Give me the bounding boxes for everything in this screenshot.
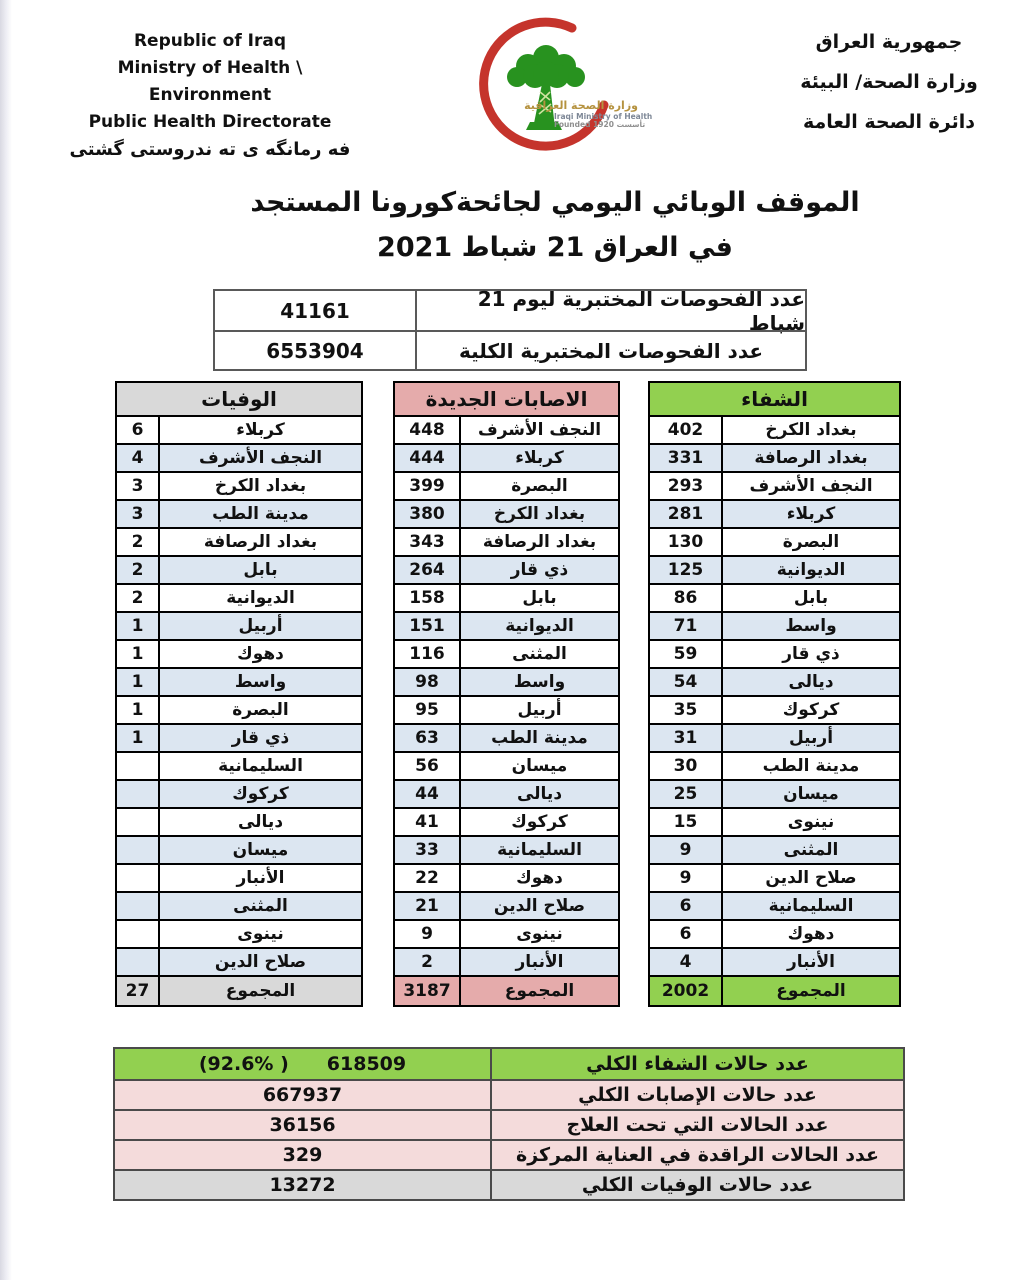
table-row	[395, 863, 618, 891]
recovery-count: 331	[650, 445, 723, 471]
death-count	[117, 781, 160, 807]
region-label: السليمانية	[218, 756, 303, 776]
death-count: 2	[117, 585, 160, 611]
summary-row	[115, 1049, 903, 1079]
region-label: نينوى	[237, 924, 284, 944]
region-label: صلاح الدين	[765, 868, 857, 888]
region-label: البصرة	[511, 476, 568, 496]
infection-count: 56	[395, 753, 461, 779]
recovery-count: 15	[650, 809, 723, 835]
region-label: ميسان	[232, 840, 289, 860]
region-label: بغداد الكرخ	[493, 504, 586, 524]
recovery-count: 9	[650, 865, 723, 891]
region-label: المثنى	[512, 644, 567, 664]
death-count: 4	[117, 445, 160, 471]
summary-row	[115, 1079, 903, 1109]
summary-row	[115, 1139, 903, 1169]
header-english	[55, 28, 365, 163]
region-label: أربيل	[788, 728, 834, 748]
header-arabic-line3: دائرة الصحة العامة	[802, 111, 976, 133]
table-row	[650, 751, 899, 779]
table-row	[395, 611, 618, 639]
new-infections-table	[393, 381, 620, 1007]
table-row	[395, 807, 618, 835]
region-label: بابل	[522, 588, 557, 608]
region-label: كركوك	[511, 812, 568, 832]
region-label: النجف الأشرف	[749, 476, 873, 496]
region-label: كربلاء	[515, 448, 564, 468]
table-row	[395, 919, 618, 947]
lab-tests-row	[215, 330, 805, 369]
table-row	[395, 471, 618, 499]
table-row	[395, 499, 618, 527]
region-label: صلاح الدين	[214, 952, 307, 972]
table-row	[650, 695, 899, 723]
summary-value: 667937	[262, 1084, 343, 1106]
region-label: نينوى	[787, 812, 835, 832]
death-count: 1	[117, 725, 160, 751]
lab-tests-table	[213, 286, 807, 371]
infection-count: 116	[395, 641, 461, 667]
recovery-count: 130	[650, 529, 723, 555]
header-kurdish-line: فه رمانگه ی ته ندروستی گشتی	[69, 139, 351, 160]
recoveries-table-header: الشفاء	[650, 383, 899, 415]
recovery-count: 281	[650, 501, 723, 527]
region-label: كركوك	[232, 784, 289, 804]
region-label: كربلاء	[786, 504, 836, 524]
summary-value-cell	[115, 1111, 492, 1139]
table-row	[650, 667, 899, 695]
region-label: بابل	[793, 588, 829, 608]
logo-arabic-name: وزارة الصحة العراقية	[524, 99, 638, 112]
summary-value: 618509	[326, 1053, 407, 1075]
table-row	[117, 751, 361, 779]
table-row	[117, 863, 361, 891]
recoveries-table	[648, 381, 901, 1007]
death-count	[117, 809, 160, 835]
table-row	[117, 779, 361, 807]
table-row	[117, 527, 361, 555]
table-row	[117, 471, 361, 499]
lab-tests-row	[215, 286, 805, 335]
crescent-palm-icon	[462, 8, 653, 158]
recovery-count: 25	[650, 781, 723, 807]
recovery-count: 402	[650, 417, 723, 443]
lab-tests-value: 41161	[215, 291, 417, 330]
table-row	[650, 919, 899, 947]
summary-label: عدد حالات الإصابات الكلي	[578, 1084, 817, 1106]
deaths-table-rows	[117, 415, 361, 975]
region-label: مدينة الطب	[762, 756, 860, 776]
infections-total-value: 3187	[395, 977, 461, 1005]
table-row	[395, 555, 618, 583]
recovery-count: 31	[650, 725, 723, 751]
table-row	[395, 415, 618, 443]
infection-count: 21	[395, 893, 461, 919]
recovery-count: 71	[650, 613, 723, 639]
table-row	[395, 891, 618, 919]
deaths-total-row	[117, 975, 361, 1005]
table-row	[117, 667, 361, 695]
table-row	[650, 723, 899, 751]
table-row	[650, 639, 899, 667]
death-count	[117, 753, 160, 779]
table-row	[117, 695, 361, 723]
infection-count: 399	[395, 473, 461, 499]
summary-label: عدد الحالات التي تحت العلاج	[566, 1114, 829, 1136]
death-count: 3	[117, 501, 160, 527]
region-label: كركوك	[782, 700, 840, 720]
deaths-table-header: الوفيات	[117, 383, 361, 415]
table-row	[650, 611, 899, 639]
table-row	[117, 807, 361, 835]
new-infections-table-rows	[395, 415, 618, 975]
table-row	[117, 835, 361, 863]
summary-row	[115, 1109, 903, 1139]
infection-count: 33	[395, 837, 461, 863]
table-row	[395, 443, 618, 471]
death-count	[117, 921, 160, 947]
region-label: السليمانية	[497, 840, 582, 860]
death-count	[117, 837, 160, 863]
death-count	[117, 949, 160, 975]
table-row	[117, 919, 361, 947]
recoveries-table-rows	[650, 415, 899, 975]
recovery-count: 54	[650, 669, 723, 695]
lab-tests-label: عدد الفحوصات المختبرية ليوم 21 شباط	[477, 286, 805, 335]
region-label: النجف الأشرف	[477, 420, 602, 440]
infection-count: 448	[395, 417, 461, 443]
summary-row	[115, 1169, 903, 1199]
table-row	[650, 583, 899, 611]
report-title-line2: في العراق 21 شباط 2021	[377, 232, 733, 263]
region-label: البصرة	[232, 700, 289, 720]
table-row	[395, 667, 618, 695]
table-row	[650, 443, 899, 471]
region-label: أربيل	[517, 700, 562, 720]
infection-count: 343	[395, 529, 461, 555]
region-label: المثنى	[233, 896, 288, 916]
table-row	[117, 891, 361, 919]
recovery-count: 125	[650, 557, 723, 583]
region-label: أربيل	[238, 616, 283, 636]
table-row	[117, 555, 361, 583]
table-row	[395, 947, 618, 975]
region-label: ميسان	[783, 784, 839, 804]
region-label: بغداد الرصافة	[203, 532, 318, 552]
recovery-count: 59	[650, 641, 723, 667]
recovery-count: 6	[650, 921, 723, 947]
recovery-count: 6	[650, 893, 723, 919]
table-row	[650, 807, 899, 835]
table-row	[117, 415, 361, 443]
table-row	[117, 499, 361, 527]
death-count: 1	[117, 669, 160, 695]
region-label: ذي قار	[510, 560, 569, 580]
region-label: الديوانية	[505, 616, 574, 636]
death-count: 1	[117, 697, 160, 723]
region-label: صلاح الدين	[493, 896, 586, 916]
recoveries-total-value: 2002	[650, 977, 723, 1005]
infection-count: 2	[395, 949, 461, 975]
death-count	[117, 865, 160, 891]
death-count: 3	[117, 473, 160, 499]
report-title-line1: الموقف الوبائي اليومي لجائحةكورونا المستجد	[250, 187, 860, 218]
recovery-count: 4	[650, 949, 723, 975]
table-row	[117, 723, 361, 751]
table-row	[117, 583, 361, 611]
table-row	[395, 723, 618, 751]
table-row	[395, 639, 618, 667]
infection-count: 380	[395, 501, 461, 527]
table-row	[650, 779, 899, 807]
table-row	[395, 835, 618, 863]
summary-label: عدد حالات الشفاء الكلي	[586, 1053, 809, 1075]
region-label: الأنبار	[515, 952, 564, 972]
ministry-logo	[462, 8, 653, 158]
region-label: الأنبار	[787, 952, 835, 972]
region-label: دهوك	[516, 868, 563, 888]
region-label: النجف الأشرف	[198, 448, 323, 468]
infection-count: 444	[395, 445, 461, 471]
lab-tests-label: عدد الفحوصات المختبرية الكلية	[458, 338, 764, 363]
region-label: مدينة الطب	[491, 728, 588, 748]
region-label: ديالى	[237, 812, 284, 832]
recovery-count: 86	[650, 585, 723, 611]
region-label: ذي قار	[782, 644, 840, 664]
table-row	[117, 639, 361, 667]
infection-count: 9	[395, 921, 461, 947]
region-label: بابل	[243, 560, 278, 580]
header-arabic-line2: وزارة الصحة/ البيئة	[800, 71, 978, 93]
recovery-count: 30	[650, 753, 723, 779]
infection-count: 63	[395, 725, 461, 751]
recoveries-total-row	[650, 975, 899, 1005]
infections-total-row	[395, 975, 618, 1005]
region-label: دهوك	[237, 644, 284, 664]
table-row	[395, 527, 618, 555]
region-label: كربلاء	[236, 420, 285, 440]
death-count: 1	[117, 613, 160, 639]
lab-tests-value: 6553904	[215, 332, 417, 369]
table-row	[650, 527, 899, 555]
table-row	[395, 779, 618, 807]
summary-value: 329	[282, 1144, 323, 1166]
death-count: 2	[117, 557, 160, 583]
summary-value-cell	[115, 1081, 492, 1109]
region-label: بغداد الرصافة	[482, 532, 597, 552]
region-label: البصرة	[782, 532, 840, 552]
summary-label: عدد الحالات الراقدة في العناية المركزة	[516, 1144, 879, 1166]
logo-text-block	[524, 99, 653, 130]
infection-count: 41	[395, 809, 461, 835]
header-arabic	[765, 22, 1012, 142]
deaths-table	[115, 381, 363, 1007]
logo-english-name: Iraqi Ministry of Health	[554, 111, 653, 121]
infection-count: 95	[395, 697, 461, 723]
region-label: ذي قار	[231, 728, 290, 748]
region-label: الديوانية	[776, 560, 846, 580]
header-english-line3: Public Health Directorate	[88, 112, 332, 132]
region-label: ديالى	[516, 784, 563, 804]
header-english-line2: Ministry of Health \ Environment	[117, 58, 303, 105]
table-row	[650, 863, 899, 891]
region-label: السليمانية	[768, 896, 854, 916]
region-label: الديوانية	[226, 588, 295, 608]
table-row	[650, 555, 899, 583]
region-label: واسط	[234, 672, 287, 692]
table-row	[650, 415, 899, 443]
region-label: بغداد الكرخ	[765, 420, 857, 440]
header-arabic-line1: جمهورية العراق	[815, 31, 963, 53]
infections-total-label: المجموع	[504, 981, 575, 1001]
death-count: 2	[117, 529, 160, 555]
summary-value-cell	[115, 1141, 492, 1169]
table-row	[650, 947, 899, 975]
region-label: المثنى	[783, 840, 839, 860]
infection-count: 264	[395, 557, 461, 583]
infection-count: 98	[395, 669, 461, 695]
summary-value-cell	[115, 1049, 492, 1079]
deaths-total-label: المجموع	[225, 981, 296, 1001]
new-infections-table-header: الاصابات الجديدة	[395, 383, 618, 415]
totals-summary-table	[113, 1047, 905, 1201]
infection-count: 158	[395, 585, 461, 611]
region-label: بغداد الكرخ	[214, 476, 307, 496]
infection-count: 151	[395, 613, 461, 639]
table-row	[650, 891, 899, 919]
table-row	[395, 583, 618, 611]
recovery-count: 293	[650, 473, 723, 499]
table-row	[650, 471, 899, 499]
infection-count: 22	[395, 865, 461, 891]
table-row	[117, 443, 361, 471]
region-label: الأنبار	[236, 868, 285, 888]
table-row	[117, 947, 361, 975]
table-row	[395, 751, 618, 779]
region-label: ميسان	[511, 756, 568, 776]
summary-value-cell	[115, 1171, 492, 1199]
logo-founded-line: Founded 1920 تأسست	[554, 120, 646, 130]
region-label: نينوى	[516, 924, 563, 944]
region-label: دهوك	[787, 924, 835, 944]
recovery-count: 35	[650, 697, 723, 723]
scan-edge	[0, 0, 12, 1280]
table-row	[117, 611, 361, 639]
summary-value: 13272	[269, 1174, 336, 1196]
summary-percent: (92.6% )	[198, 1053, 289, 1075]
region-label: ديالى	[788, 672, 834, 692]
recoveries-total-label: المجموع	[776, 981, 846, 1001]
region-label: مدينة الطب	[212, 504, 309, 524]
recovery-count: 9	[650, 837, 723, 863]
death-count: 1	[117, 641, 160, 667]
table-row	[395, 695, 618, 723]
infection-count: 44	[395, 781, 461, 807]
region-label: بغداد الرصافة	[754, 448, 868, 468]
death-count: 6	[117, 417, 160, 443]
header-english-line1: Republic of Iraq	[133, 31, 287, 51]
region-label: واسط	[785, 616, 837, 636]
report-title	[200, 180, 910, 270]
summary-value: 36156	[269, 1114, 336, 1136]
table-row	[650, 835, 899, 863]
death-count	[117, 893, 160, 919]
region-label: واسط	[513, 672, 566, 692]
deaths-total-value: 27	[117, 977, 160, 1005]
table-row	[650, 499, 899, 527]
summary-label: عدد حالات الوفيات الكلي	[581, 1174, 814, 1196]
